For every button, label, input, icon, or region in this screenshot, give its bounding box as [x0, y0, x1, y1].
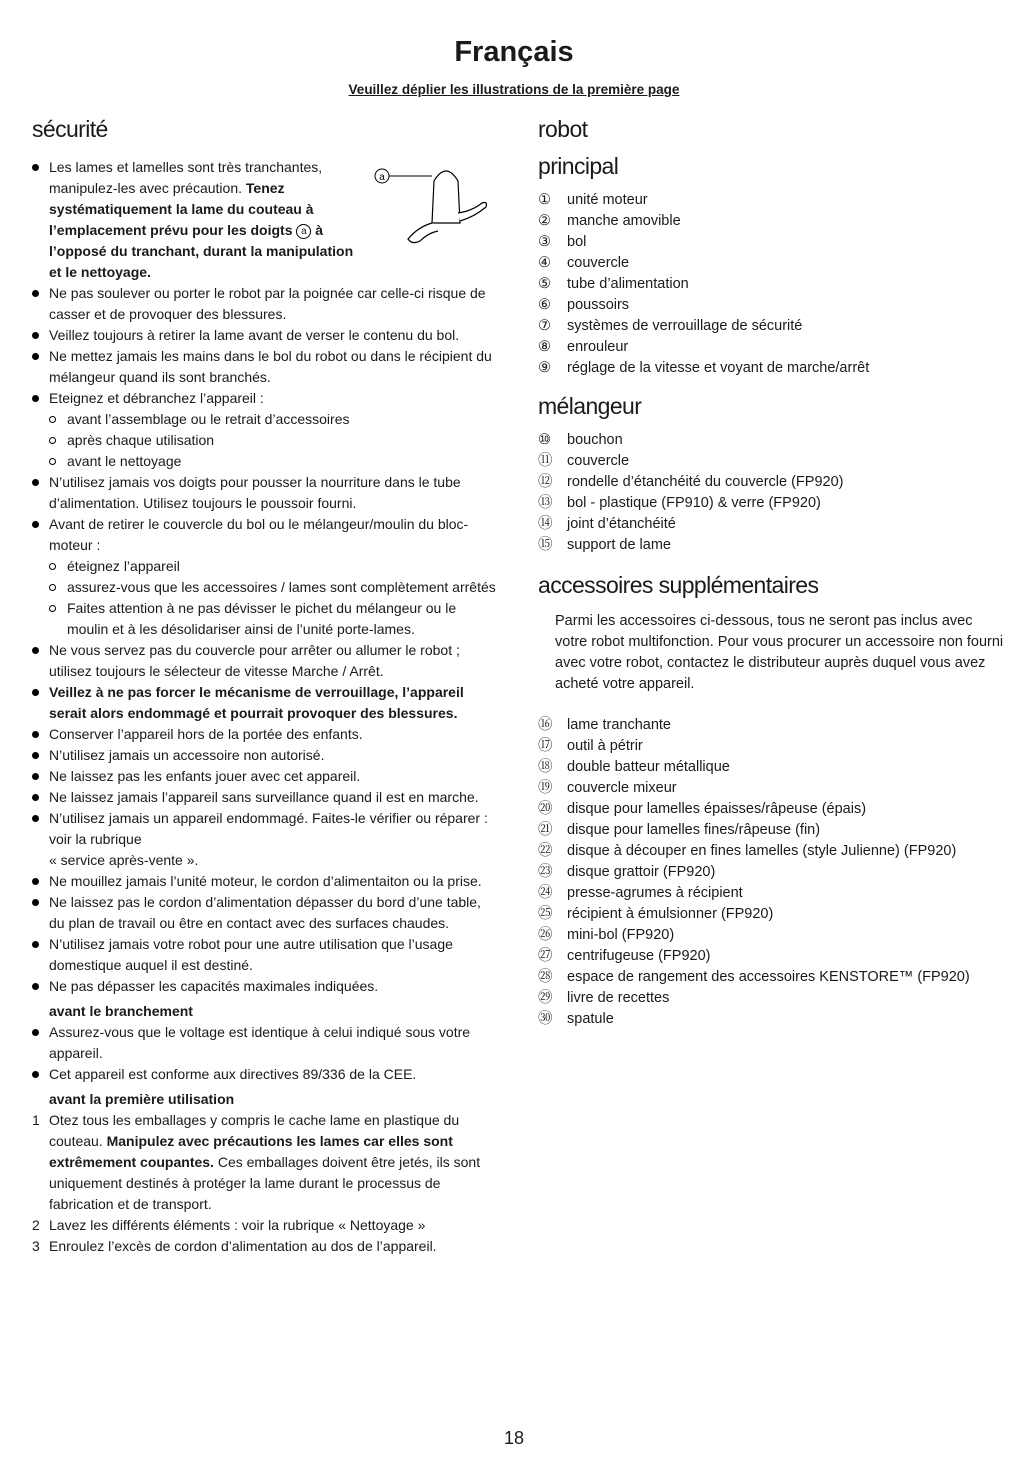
item-number: ㉔ — [538, 885, 553, 901]
item-number: ㉗ — [538, 948, 553, 964]
item-label: couvercle mixeur — [567, 780, 677, 796]
list-item — [538, 757, 1008, 778]
list-item — [538, 841, 1008, 862]
list-item — [538, 1009, 1008, 1030]
list-item — [538, 778, 1008, 799]
item-number: ⑪ — [538, 453, 553, 469]
list-item — [538, 883, 1008, 904]
list-item — [538, 337, 1008, 358]
item-label: systèmes de verrouillage de sécurité — [567, 318, 803, 334]
list-item — [538, 253, 1008, 274]
item-label: rondelle d’étanchéité du couvercle (FP920) — [567, 474, 844, 490]
item-label: lame tranchante — [567, 717, 671, 733]
item-label: disque pour lamelles fines/râpeuse (fin) — [567, 822, 821, 838]
item-label: spatule — [567, 1011, 614, 1027]
blade-intro — [32, 157, 496, 283]
item-number: ④ — [538, 255, 551, 271]
list-item — [538, 535, 1008, 556]
item-label: disque grattoir (FP920) — [567, 864, 716, 880]
item-number: ⑦ — [538, 318, 551, 334]
item-label: récipient à émulsionner (FP920) — [567, 906, 774, 922]
list-item — [538, 358, 1008, 379]
safety-bullet-17: N’utilisez jamais votre robot pour une autre utilisation que l’usage domestique auquel il est destiné. — [32, 934, 496, 976]
item-label: disque à découper en fines lamelles (style Julienne) (FP920) — [567, 843, 957, 859]
list-item — [538, 715, 1008, 736]
safety-bullet-14: N’utilisez jamais un appareil endommagé. Faites-le vérifier ou réparer : voir la rubrique « service après-vente ». — [32, 808, 496, 871]
list-item — [538, 493, 1008, 514]
item-number: ⑳ — [538, 801, 553, 817]
item-number: ㉕ — [538, 906, 553, 922]
list-item — [538, 904, 1008, 925]
item-number: ㉓ — [538, 864, 553, 880]
item-number: ① — [538, 192, 551, 208]
branchement-bullet-2: Cet appareil est conforme aux directives 89/336 de la CEE. — [32, 1064, 496, 1085]
item-label: couvercle — [567, 255, 630, 271]
safety-sub-item: assurez-vous que les accessoires / lames sont complètement arrêtés — [32, 577, 496, 598]
item-number: ㉒ — [538, 843, 553, 859]
branchement-heading: avant le branchement — [49, 1003, 193, 1019]
item-label: outil à pétrir — [567, 738, 643, 754]
accessoires-intro: Parmi les accessoires ci-dessous, tous ne seront pas inclus avec votre robot multifonction. Pour vous procurer un accessoire non fourni avec votre robot, contactez le distributeur auprès duquel vous avez acheté votre appareil. — [555, 613, 1004, 692]
item-label: support de lame — [567, 537, 671, 553]
right-column — [538, 116, 1008, 1030]
safety-bullet-9: Veillez à ne pas forcer le mécanisme de verrouillage, l’appareil serait alors endommagé et pourrait provoquer des blessures. — [32, 682, 496, 724]
item-label: enrouleur — [567, 339, 629, 355]
item-label: disque pour lamelles épaisses/râpeuse (épais) — [567, 801, 867, 817]
item-number: ⑱ — [538, 759, 553, 775]
melangeur-parts-list — [538, 430, 1008, 556]
accessoires-list — [538, 715, 1008, 1030]
item-number: ㉚ — [538, 1011, 553, 1027]
item-number: ⑯ — [538, 717, 553, 733]
item-number: ⑰ — [538, 738, 553, 754]
item-label: bouchon — [567, 432, 623, 448]
list-item — [538, 514, 1008, 535]
item-number: ⑮ — [538, 537, 553, 553]
item-label: centrifugeuse (FP920) — [567, 948, 711, 964]
list-item — [538, 211, 1008, 232]
item-label: joint d’étanchéité — [567, 516, 676, 532]
list-item — [538, 988, 1008, 1009]
page-title: Français — [454, 36, 574, 68]
item-label: réglage de la vitesse et voyant de marche/arrêt — [567, 360, 870, 376]
robot-parts-list — [538, 190, 1008, 379]
item-number: ⑨ — [538, 360, 551, 376]
item-number: ⑥ — [538, 297, 551, 313]
safety-bullet-16: Ne laissez pas le cordon d’alimentation dépasser du bord d’une table, du plan de travail ou être en contact avec des surfaces chaudes. — [32, 892, 496, 934]
item-number: ② — [538, 213, 551, 229]
securite-heading: sécurité — [32, 116, 108, 142]
safety-bullet-4: Ne mettez jamais les mains dans le bol du robot ou dans le récipient du mélangeur quand ils sont branchés. — [32, 346, 496, 388]
safety-bullet-18: Ne pas dépasser les capacités maximales indiquées. — [32, 976, 496, 997]
list-item — [538, 925, 1008, 946]
list-item — [538, 316, 1008, 337]
list-item — [538, 862, 1008, 883]
page-subtitle: Veuillez déplier les illustrations de la première page — [348, 82, 680, 97]
premiere-step-2: 2 Lavez les différents éléments : voir la rubrique « Nettoyage » — [32, 1217, 426, 1233]
item-number: ㉑ — [538, 822, 553, 838]
item-number: ③ — [538, 234, 551, 250]
list-item — [538, 430, 1008, 451]
safety-bullet-2: Ne pas soulever ou porter le robot par la poignée car celle-ci risque de casser et de provoquer des blessures. — [32, 283, 496, 325]
safety-bullet-1: Les lames et lamelles sont très tranchantes, manipulez-les avec précaution. Tenez systématiquement la lame du couteau à l’emplacement prévu pour les doigts a à l’opposé du tranchant, durant la manipulation et le nettoyage. — [32, 157, 362, 283]
safety-sub-item: avant le nettoyage — [32, 451, 496, 472]
item-number: ㉘ — [538, 969, 553, 985]
item-label: manche amovible — [567, 213, 681, 229]
safety-bullet-10: Conserver l’appareil hors de la portée des enfants. — [32, 724, 496, 745]
item-label: poussoirs — [567, 297, 630, 313]
safety-bullet-13: Ne laissez jamais l’appareil sans surveillance quand il est en marche. — [32, 787, 496, 808]
blade-illustration — [374, 161, 494, 253]
item-number: ⑭ — [538, 516, 553, 532]
item-label: livre de recettes — [567, 990, 670, 1006]
list-item — [538, 472, 1008, 493]
list-item — [538, 946, 1008, 967]
safety-sub-item: éteignez l’appareil — [32, 556, 496, 577]
list-item — [538, 232, 1008, 253]
item-label: espace de rangement des accessoires KENSTORE™ (FP920) — [567, 969, 970, 985]
safety-bullet-15: Ne mouillez jamais l’unité moteur, le cordon d’alimentaiton ou la prise. — [32, 871, 496, 892]
list-item — [538, 190, 1008, 211]
item-number: ⑩ — [538, 432, 551, 448]
safety-bullet-6: N’utilisez jamais vos doigts pour pousser la nourriture dans le tube d’alimentation. Utilisez toujours le poussoir fourni. — [32, 472, 496, 514]
blade-callout-label: a — [379, 172, 385, 183]
item-number: ⑲ — [538, 780, 553, 796]
accessoires-heading: accessoires supplémentaires — [538, 572, 819, 598]
item-label: double batteur métallique — [567, 759, 730, 775]
item-label: bol — [567, 234, 587, 250]
principal-heading: principal — [538, 153, 619, 179]
list-item — [538, 967, 1008, 988]
finger-guard-marker: a — [296, 224, 311, 239]
safety-bullet-7: Avant de retirer le couvercle du bol ou le mélangeur/moulin du bloc-moteur : — [32, 514, 496, 556]
item-label: couvercle — [567, 453, 630, 469]
safety-sub-item: avant l’assemblage ou le retrait d’accessoires — [32, 409, 496, 430]
list-item — [538, 799, 1008, 820]
item-number: ⑧ — [538, 339, 551, 355]
premiere-step-1: 1 Otez tous les emballages y compris le cache lame en plastique du couteau. Manipulez avec précautions les lames car elles sont extrêmement coupantes. Ces emballages doivent être jetés, ils sont uniquement destinés à protéger la lame durant le processus de fabrication et de transport. — [32, 1112, 481, 1212]
item-number: ⑤ — [538, 276, 551, 292]
item-number: ⑬ — [538, 495, 553, 511]
list-item — [538, 451, 1008, 472]
safety-bullet-5: Eteignez et débranchez l’appareil : — [32, 388, 496, 409]
list-item — [538, 736, 1008, 757]
robot-heading: robot — [538, 116, 588, 142]
item-label: tube d’alimentation — [567, 276, 689, 292]
safety-bullet-12: Ne laissez pas les enfants jouer avec cet appareil. — [32, 766, 496, 787]
branchement-bullet-1: Assurez-vous que le voltage est identique à celui indiqué sous votre appareil. — [32, 1022, 496, 1064]
left-column — [32, 116, 496, 1257]
page-number: 18 — [503, 1428, 525, 1448]
premiere-heading: avant la première utilisation — [49, 1091, 235, 1107]
item-label: bol - plastique (FP910) & verre (FP920) — [567, 495, 821, 511]
safety-bullet-3: Veillez toujours à retirer la lame avant de verser le contenu du bol. — [32, 325, 496, 346]
premiere-step-3: 3 Enroulez l’excès de cordon d’alimentation au dos de l’appareil. — [32, 1238, 437, 1254]
safety-list — [32, 283, 496, 1257]
safety-sub-item: après chaque utilisation — [32, 430, 496, 451]
safety-sub-item: Faites attention à ne pas dévisser le pichet du mélangeur ou le moulin et à les désolidariser ainsi de l’unité porte-lames. — [32, 598, 496, 640]
item-number: ㉙ — [538, 990, 553, 1006]
list-item — [538, 274, 1008, 295]
list-item — [538, 295, 1008, 316]
safety-bullet-8: Ne vous servez pas du couvercle pour arrêter ou allumer le robot ; utilisez toujours le sélecteur de vitesse Marche / Arrêt. — [32, 640, 496, 682]
safety-bullet-11: N’utilisez jamais un accessoire non autorisé. — [32, 745, 496, 766]
item-label: unité moteur — [567, 192, 648, 208]
list-item — [538, 820, 1008, 841]
item-number: ⑫ — [538, 474, 553, 490]
item-label: mini-bol (FP920) — [567, 927, 675, 943]
melangeur-heading: mélangeur — [538, 393, 642, 419]
item-label: presse-agrumes à récipient — [567, 885, 743, 901]
item-number: ㉖ — [538, 927, 553, 943]
